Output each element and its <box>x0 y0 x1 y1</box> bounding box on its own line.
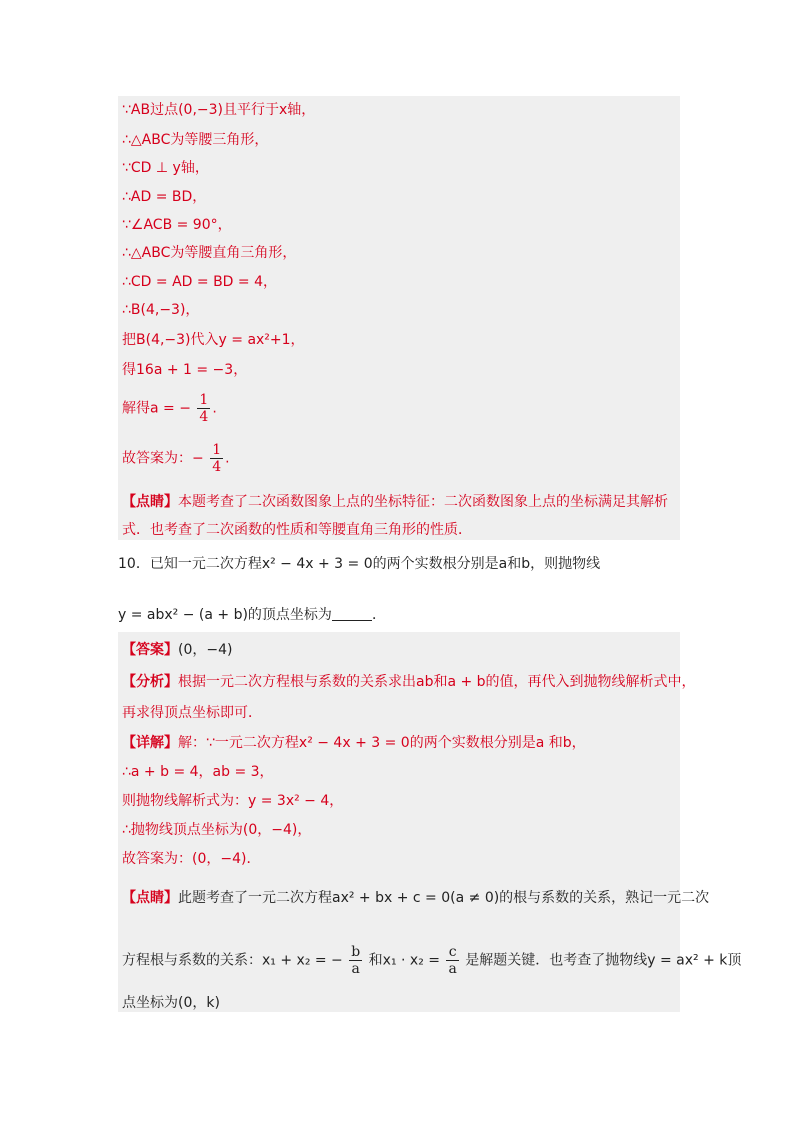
comment2-line-3: 点坐标为(0，k) <box>122 995 220 1011</box>
fraction-b-over-a <box>349 944 362 977</box>
comment2-part-e: 是解题关键．也考查了抛物线y = ax² + k顶 <box>465 952 742 969</box>
line-4: ∴AD = BD， <box>122 189 207 205</box>
answer-value: (0，−4) <box>178 642 233 658</box>
analysis-text-1: 根据一元二次方程根与系数的关系求出ab和a + b的值，再代入到抛物线解析式中， <box>178 674 696 690</box>
analysis-line-2: 再求得顶点坐标即可． <box>122 705 262 721</box>
line-6: ∴△ABC为等腰直角三角形， <box>122 245 297 261</box>
fraction-numerator: 1 <box>199 392 209 408</box>
comment2-part-c: 和x₁ · x₂ = <box>368 952 440 969</box>
detail-line-4: ∴抛物线顶点坐标为(0，−4)， <box>122 822 312 838</box>
fraction-denominator: 4 <box>199 409 209 425</box>
detail-text-1: 解：∵一元二次方程x² − 4x + 3 = 0的两个实数根分别是a 和b， <box>178 735 586 751</box>
answer-prefix: 故答案为：− <box>122 450 204 467</box>
comment2-text-1: 此题考查了一元二次方程ax² + bx + c = 0(a ≠ 0)的根与系数的关系，熟记一元二次 <box>178 890 710 906</box>
fraction-numerator: 1 <box>212 442 222 458</box>
comment-tag: 【点睛】 <box>122 494 178 510</box>
line-3: ∵CD ⊥ y轴， <box>122 160 209 176</box>
fraction-numerator: b <box>351 944 361 960</box>
detail-tag: 【详解】 <box>122 735 178 751</box>
solve-prefix: 解得a = − <box>122 400 191 417</box>
comment2-line-2 <box>122 944 741 977</box>
line-11: 解得a = − $\frac{1}{4}$ . <box>122 392 217 425</box>
question-10-end: ． <box>371 607 386 623</box>
comment-line-1 <box>122 492 668 512</box>
line-9: 把B(4,−3)代入y = ax²+1， <box>122 332 305 348</box>
question-10-text: y = abx² − (a + b)的顶点坐标为 <box>118 607 332 623</box>
line-12: 故答案为：− $\frac{1}{4}$ . <box>122 442 230 475</box>
fraction-c-over-a <box>446 944 458 977</box>
comment2-part-a: 方程根与系数的关系：x₁ + x₂ = − <box>122 952 343 969</box>
detail-line-2: ∴a + b = 4，ab = 3， <box>122 764 274 780</box>
detail-line-5: 故答案为：(0，−4)． <box>122 851 261 867</box>
analysis-line-1 <box>122 672 696 692</box>
fraction-denominator: a <box>448 961 457 977</box>
comment2-tag: 【点睛】 <box>122 890 178 906</box>
fraction-denominator: a <box>351 961 360 977</box>
question-10-line-2 <box>118 604 386 624</box>
question-10-line-1: 10．已知一元二次方程x² − 4x + 3 = 0的两个实数根分别是a和b，则抛物线 <box>118 556 601 572</box>
line-1: ∵AB过点(0,−3)且平行于x轴， <box>122 102 316 118</box>
comment2-line-1 <box>122 888 709 908</box>
fraction-answer <box>210 442 223 475</box>
comment-line-2: 式．也考查了二次函数的性质和等腰直角三角形的性质． <box>122 522 472 538</box>
analysis-tag: 【分析】 <box>122 674 178 690</box>
comment-text-1: 本题考查了二次函数图象上点的坐标特征：二次函数图象上点的坐标满足其解析 <box>178 494 668 510</box>
line-10: 得16a + 1 = −3， <box>122 362 248 378</box>
fraction-denominator: 4 <box>212 459 222 475</box>
line-5: ∵∠ACB = 90°， <box>122 217 232 233</box>
detail-line-3: 则抛物线解析式为：y = 3x² − 4， <box>122 793 344 809</box>
detail-line-1 <box>122 733 586 753</box>
answer-tag: 【答案】 <box>122 642 178 658</box>
fraction-one-quarter <box>197 392 210 425</box>
answer-line <box>122 640 232 660</box>
fraction-numerator: c <box>446 944 458 961</box>
line-7: ∴CD = AD = BD = 4， <box>122 274 278 290</box>
line-2: ∴△ABC为等腰三角形， <box>122 132 269 148</box>
line-8: ∴B(4,−3)， <box>122 302 200 318</box>
answer-blank <box>332 606 372 621</box>
